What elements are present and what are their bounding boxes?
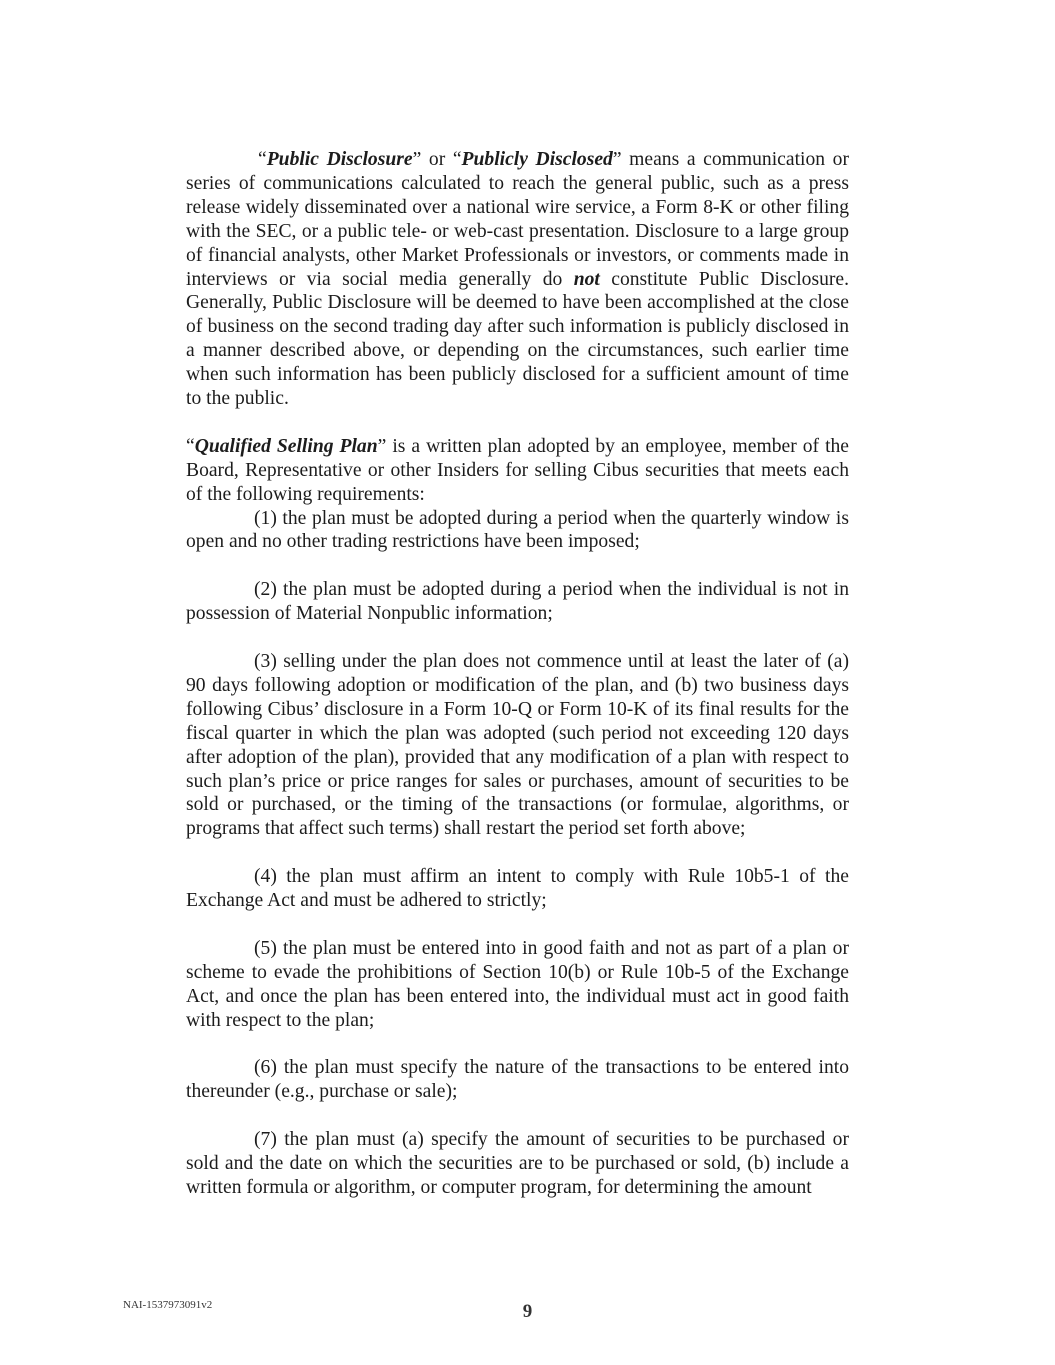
requirement-7: (7) the plan must (a) specify the amount of securities to be purchased or sold and the date on which the securities are to be purchased or sold, (b) include a written formula or algorithm, or computer program, for determining the amount (186, 1129, 849, 1198)
definition-text: ” is a written plan adopted by an employee, member of the Board, Representative or other Insiders for selling Cibus securities that meets each of the following requirements: (186, 435, 850, 505)
requirement-3: (3) selling under the plan does not commence until at least the later of (a) 90 days following adoption or modification of the plan, and (b) two business days following Cibus’ disclosure in a Form 10-Q or Form 10-K of its final results for the fiscal quarter in which the plan was adopted (such period not exceeding 120 days after adoption of the plan), provided that any modification of a plan with respect to such plan’s price or price ranges for sales or purchases, amount of securities to be sold or purchased, or the timing of the transactions (or formulae, algorithms, or programs that affect such terms) shall restart the period set forth above; (186, 650, 849, 840)
defined-term-publicly-disclosed: Publicly Disclosed (461, 149, 613, 170)
public-disclosure-definition (186, 148, 849, 411)
definition-text-part-b: constitute Public Disclosure. Generally, Public Disclosure will be deemed to have been accomplished at the close of business on the second trading day after such information is publicly disclosed in a manner described above, or depending on the circumstances, such earlier time when such information has been publicly disclosed for a sufficient amount of time to the public. (186, 268, 850, 410)
open-quote: “ (186, 435, 195, 457)
requirement-4: (4) the plan must affirm an intent to comply with Rule 10b5-1 of the Exchange Act and must be adhered to strictly; (186, 866, 849, 912)
term-connector: ” or “ (412, 149, 462, 170)
requirement-6: (6) the plan must specify the nature of the transactions to be entered into thereunder (e.g., purchase or sale); (186, 1057, 849, 1103)
requirement-2: (2) the plan must be adopted during a period when the individual is not in possession of Material Nonpublic information; (186, 579, 849, 625)
document-id: NAI-1537973091v2 (123, 1299, 213, 1311)
defined-term-qualified-selling-plan: Qualified Selling Plan (194, 435, 378, 457)
emphasis-not: not (573, 268, 600, 290)
document-body (186, 148, 849, 1200)
defined-term-public-disclosure: Public Disclosure (266, 149, 413, 170)
requirement-5: (5) the plan must be entered into in good faith and not as part of a plan or scheme to evade the prohibitions of Section 10(b) or Rule 10b-5 of the Exchange Act, and once the plan has been entered into, the individual must act in good faith with respect to the plan; (186, 937, 849, 1031)
page-number: 9 (522, 1301, 533, 1322)
open-quote: “ (258, 149, 267, 170)
definition-text-part-a: ” means a communication or series of communications calculated to reach the general public, such as a press release widely disseminated over a national wire service, a Form 8-K or other filing with the SEC, or a public tele- or web-cast presentation. Disclosure to a large group of financial analysts, other Market Professionals or investors, or comments made in interviews or via social media generally do (186, 149, 849, 290)
requirement-1: (1) the plan must be adopted during a period when the quarterly window is open and no other trading restrictions have been imposed; (186, 507, 849, 553)
qualified-selling-plan-definition (186, 435, 849, 507)
